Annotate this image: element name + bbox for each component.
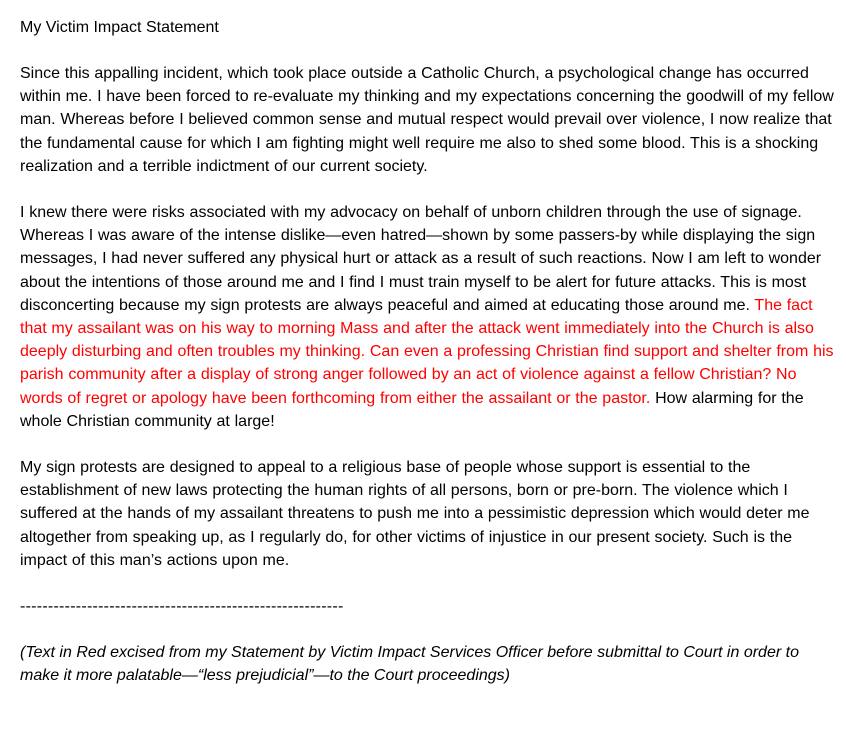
footnote: (Text in Red excised from my Statement by Victim Impact Services Officer before submittal to Court in order to make it more palatable—“less prejudicial”—to the Court proceedings) bbox=[20, 644, 799, 685]
statement-document bbox=[20, 16, 835, 687]
paragraph-2 bbox=[20, 201, 835, 433]
spacer bbox=[20, 178, 835, 201]
paragraph-2-text-start: I knew there were risks associated with my advocacy on behalf of unborn children through the use of signage. Whereas I was aware of the intense dislike—even hatred—shown by some passers-by while displaying the sign messages, I had never suffered any physical hurt or attack as a result of such reactions. Now I am left to wonder about the intentions of those around me and I find I must train myself to be alert for future attacks. This is most disconcerting because my sign protests are always peaceful and aimed at educating those around me. bbox=[20, 204, 822, 314]
spacer bbox=[20, 433, 835, 456]
spacer bbox=[20, 572, 835, 595]
spacer bbox=[20, 618, 835, 641]
paragraph-3: My sign protests are designed to appeal to a religious base of people whose support is essential to the establishment of new laws protecting the human rights of all persons, born or pre-born. The violence which I suffered at the hands of my assailant threatens to push me into a pessimistic depression which would deter me altogether from speaking up, as I regularly do, for other victims of injustice in our present society. Such is the impact of this man’s actions upon me. bbox=[20, 459, 810, 569]
paragraph-1: Since this appalling incident, which took place outside a Catholic Church, a psychological change has occurred within me. I have been forced to re-evaluate my thinking and my expectations concerning the goodwill of my fellow man. Whereas before I believed common sense and mutual respect would prevail over violence, I now realize that the fundamental cause for which I am fighting might well require me also to shed some blood. This is a shocking realization and a terrible indictment of our current society. bbox=[20, 65, 834, 175]
document-title: My Victim Impact Statement bbox=[20, 19, 219, 36]
separator-line: ---------------------------------------------------------- bbox=[20, 598, 344, 616]
spacer bbox=[20, 39, 835, 62]
paragraph-2-text-end: How alarming for the whole Christian community at large! bbox=[20, 389, 804, 430]
excised-red-text: The fact that my assailant was on his way to morning Mass and after the attack went immediately into the Church is also deeply disturbing and often troubles my thinking. Can even a professing Christian find support and shelter from his parish community after a display of strong anger followed by an act of violence against a fellow Christian? No words of regret or apology have been forthcoming from either the assailant or the pastor. bbox=[20, 296, 834, 407]
